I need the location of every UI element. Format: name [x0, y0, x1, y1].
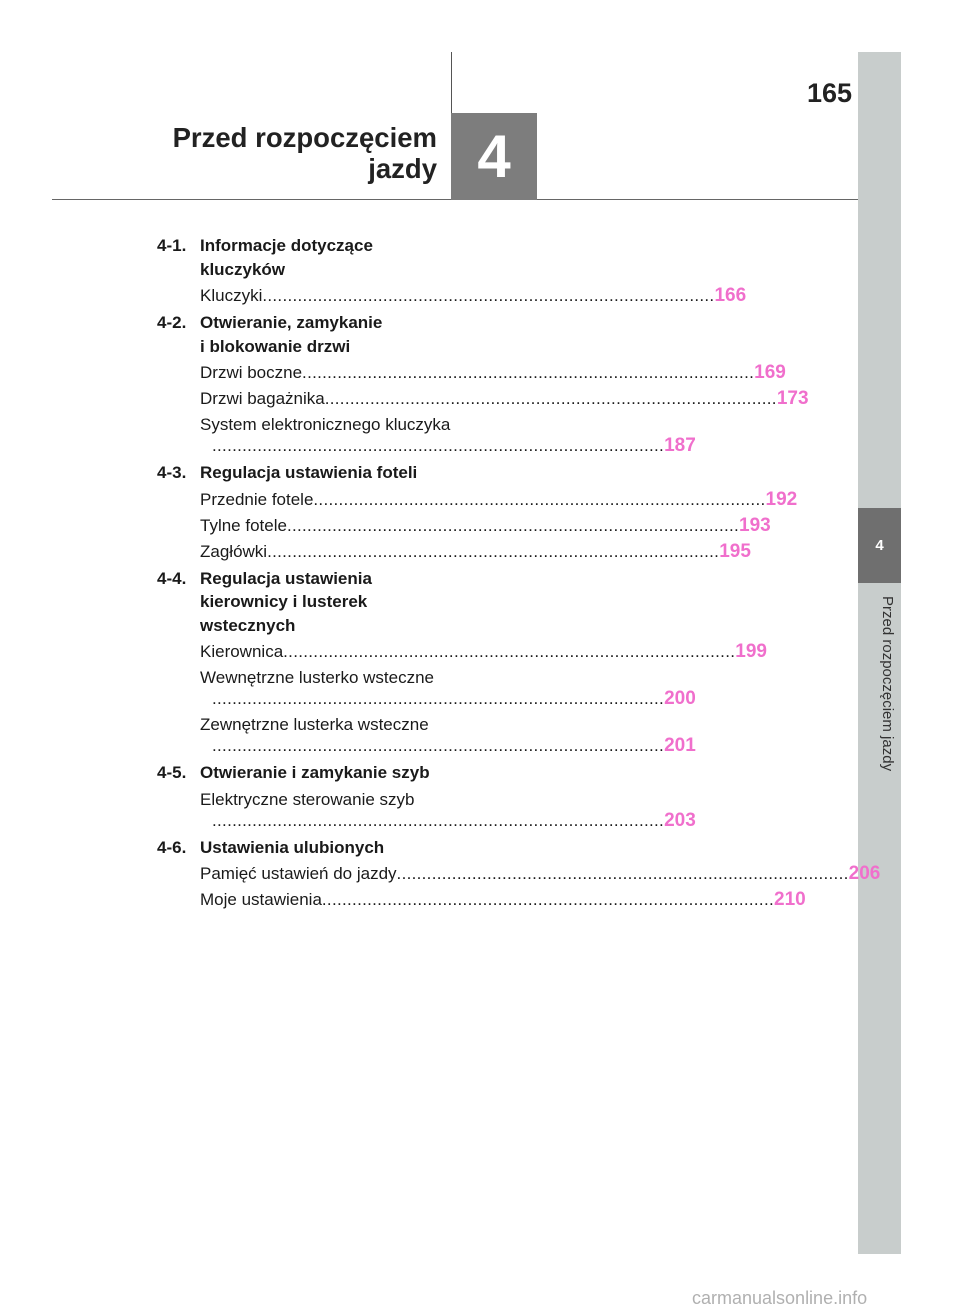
toc-section-title-line: kluczyków — [200, 259, 286, 279]
toc-dot-leader: .......................................................................................... — [396, 864, 849, 883]
toc-dot-leader: .......................................................................................... — [286, 515, 740, 535]
toc-section-number: 4-6. — [157, 837, 187, 857]
toc-section-title-line: Regulacja ustawienia foteli — [200, 463, 418, 482]
toc-dot-leader: .......................................................................................... — [212, 436, 665, 455]
toc-entry[interactable] — [157, 789, 696, 831]
toc-section-number: 4-3. — [157, 463, 187, 482]
toc-section-heading[interactable] — [157, 567, 477, 638]
toc-dot-leader: .......................................................................................... — [212, 736, 665, 755]
toc-section-heading[interactable] — [157, 761, 477, 785]
toc-dot-leader: .......................................................................................... — [212, 810, 665, 830]
chapter-title — [173, 122, 437, 184]
chapter-title-line-1: Przed rozpoczęciem — [172, 122, 437, 153]
toc-entry-title: Wewnętrzne lusterko wsteczne — [200, 668, 435, 687]
toc-entry[interactable] — [157, 488, 798, 510]
toc-dot-leader: .......................................................................................... — [283, 642, 736, 661]
toc-page-number[interactable]: 173 — [776, 388, 809, 409]
toc-section-title-line: Regulacja ustawienia — [200, 568, 372, 588]
toc-section-title-line: Ustawienia ulubionych — [200, 837, 385, 857]
toc-entry-title: Drzwi bagażnika — [200, 389, 325, 408]
toc-section-number: 4-5. — [157, 763, 187, 782]
toc-page-number[interactable]: 200 — [664, 688, 696, 709]
toc-section-title-line: Otwieranie i zamykanie szyb — [200, 763, 430, 782]
toc-entry[interactable] — [157, 285, 747, 306]
toc-entry[interactable] — [157, 540, 751, 562]
toc-dot-leader: .......................................................................................... — [262, 286, 715, 305]
toc-section-title-line: i blokowanie drzwi — [200, 336, 351, 356]
side-chapter-tab[interactable] — [858, 508, 901, 583]
toc-entry[interactable] — [157, 514, 771, 536]
side-chapter-number: 4 — [875, 537, 884, 554]
toc-entry[interactable] — [157, 714, 696, 756]
page-number: 165 — [806, 78, 852, 108]
toc-entry[interactable] — [157, 641, 767, 662]
toc-section-heading[interactable] — [157, 836, 477, 860]
toc-section-title-line: kierownicy i lusterek — [200, 592, 368, 611]
toc-page-number[interactable]: 166 — [714, 285, 747, 306]
toc-page-number[interactable]: 199 — [735, 641, 767, 662]
toc-entry-title: System elektronicznego kluczyka — [200, 415, 451, 434]
toc-entry[interactable] — [157, 863, 881, 884]
toc-entry-title: Pamięć ustawień do jazdy — [200, 864, 397, 883]
toc-entry[interactable] — [157, 889, 806, 910]
toc-dot-leader: .......................................................................................... — [267, 541, 720, 561]
toc-page-number[interactable]: 206 — [848, 863, 881, 884]
toc-page-number[interactable]: 193 — [739, 514, 771, 536]
toc-section-number: 4-4. — [157, 568, 187, 588]
toc-entry[interactable] — [157, 388, 809, 409]
toc-entry-title: Tylne fotele — [200, 515, 287, 535]
toc-entry-title: Kierownica — [200, 642, 284, 661]
toc-entry-title: Zagłówki — [200, 541, 268, 561]
toc-section-heading[interactable] — [157, 461, 477, 485]
toc-entry-title: Elektryczne sterowanie szyb — [200, 789, 415, 809]
toc-entry-title: Drzwi boczne — [200, 363, 303, 382]
toc-section-title-line: Informacje dotyczące — [200, 236, 373, 255]
toc-entry-title: Moje ustawienia — [200, 890, 322, 909]
toc-section-heading[interactable] — [157, 311, 477, 358]
toc-entry-title: Zewnętrzne lusterka wsteczne — [200, 715, 429, 734]
chapter-title-line-2: jazdy — [368, 153, 437, 184]
toc-dot-leader: .......................................................................................... — [302, 363, 755, 382]
toc-page-number[interactable]: 203 — [664, 809, 696, 831]
chapter-number-box — [451, 113, 537, 200]
toc-entry-title: Przednie fotele — [200, 489, 314, 509]
toc-page-number[interactable]: 169 — [754, 362, 786, 383]
toc-entry[interactable] — [157, 362, 786, 383]
toc-section-title-line: Otwieranie, zamykanie — [200, 313, 383, 332]
watermark: carmanualsonline.info — [692, 1288, 868, 1308]
toc-dot-leader: .......................................................................................... — [321, 890, 774, 909]
toc-entry[interactable] — [157, 414, 696, 456]
toc-page-number[interactable]: 210 — [774, 889, 806, 910]
toc-page-number[interactable]: 201 — [664, 735, 696, 756]
table-of-contents — [157, 234, 881, 915]
toc-entry-title: Kluczyki — [200, 286, 263, 305]
toc-entry[interactable] — [157, 667, 696, 709]
toc-section-number: 4-2. — [157, 313, 187, 332]
side-chapter-label: Przed rozpoczęciem jazdy — [879, 596, 896, 772]
toc-section-number: 4-1. — [157, 236, 187, 255]
toc-section-title-line: wstecznych — [200, 615, 296, 635]
toc-section-heading[interactable] — [157, 234, 477, 281]
toc-page-number[interactable]: 195 — [719, 540, 751, 562]
chapter-number: 4 — [477, 123, 511, 190]
toc-dot-leader: .......................................................................................... — [313, 489, 766, 509]
toc-page-number[interactable]: 187 — [664, 435, 696, 456]
toc-dot-leader: .......................................................................................... — [324, 389, 777, 408]
toc-page-number[interactable]: 192 — [765, 488, 798, 510]
toc-dot-leader: .......................................................................................... — [212, 689, 665, 708]
